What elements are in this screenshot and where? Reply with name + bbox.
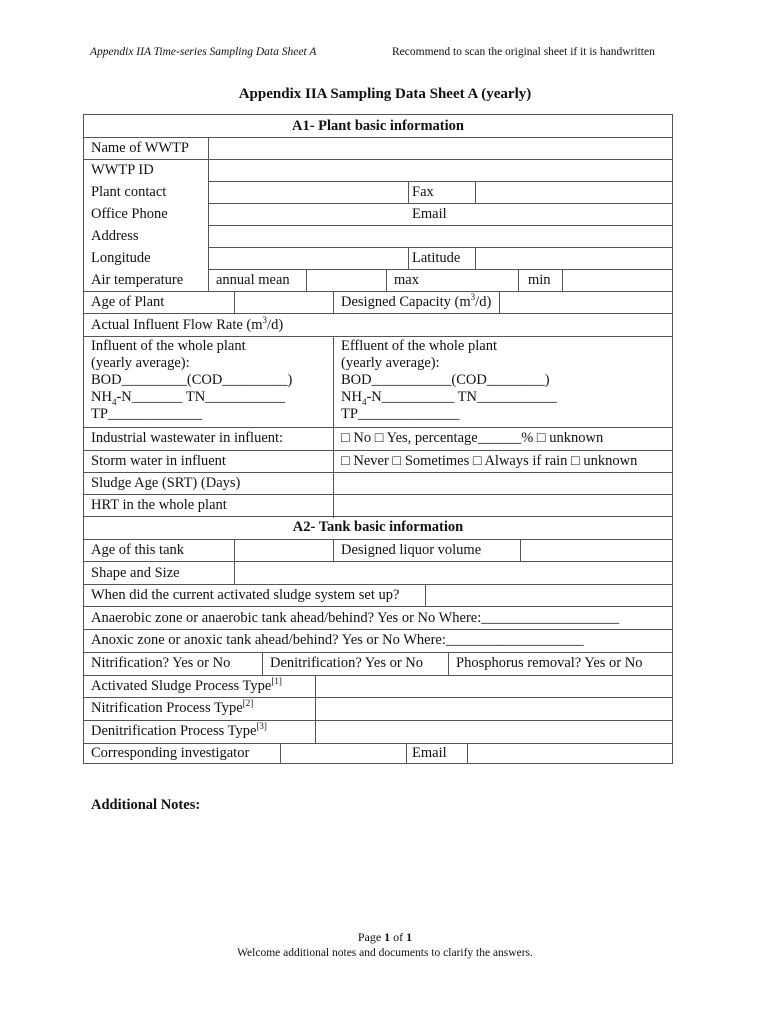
label-office-phone: Office Phone (91, 206, 168, 222)
header-left: Appendix IIA Time-series Sampling Data Sheet A (90, 46, 317, 58)
label-fax: Fax (412, 184, 434, 200)
effluent-line-3: BOD___________(COD________) (341, 372, 550, 388)
label-age-of-tank: Age of this tank (91, 542, 185, 558)
label-sludge-age: Sludge Age (SRT) (Days) (91, 475, 241, 491)
label-air-temperature: Air temperature (91, 272, 184, 288)
label-age-of-plant: Age of Plant (91, 294, 165, 310)
label-denitrification: Denitrification? Yes or No (270, 655, 424, 671)
footer-note: Welcome additional notes and documents to clarify the answers. (237, 947, 533, 959)
label-nitrification-process-type: Nitrification Process Type[2] (91, 698, 254, 716)
influent-line-1: Influent of the whole plant (91, 338, 246, 354)
label-corresponding-investigator: Corresponding investigator (91, 745, 250, 761)
label-hrt: HRT in the whole plant (91, 497, 227, 513)
section-a2-heading: A2- Tank basic information (292, 519, 464, 535)
section-a1-heading: A1- Plant basic information (292, 118, 464, 134)
label-annual-mean: annual mean (216, 272, 290, 288)
label-wwtp-id: WWTP ID (91, 162, 154, 178)
influent-line-5: TP_____________ (91, 406, 203, 422)
label-min: min (528, 272, 551, 288)
industrial-wastewater-options[interactable]: □ No □ Yes, percentage______% □ unknown (341, 430, 604, 446)
label-designed-capacity: Designed Capacity $(m^3/d)$ (341, 292, 492, 310)
label-longitude: Longitude (91, 250, 151, 266)
label-industrial-wastewater: Industrial wastewater in influent: (91, 430, 284, 446)
label-shape-and-size: Shape and Size (91, 565, 180, 581)
effluent-line-5: TP______________ (341, 406, 460, 422)
label-anoxic-zone: Anoxic zone or anoxic tank ahead/behind? Yes or No Where:___________________ (91, 632, 584, 648)
label-address: Address (91, 228, 139, 244)
influent-line-4: $NH_4-N\_\_\_\_\_\_\_$ TN___________ (91, 389, 285, 407)
label-phosphorus-removal: Phosphorus removal? Yes or No (456, 655, 643, 671)
label-anaerobic-zone: Anaerobic zone or anaerobic tank ahead/behind? Yes or No Where:___________________ (91, 610, 620, 626)
label-storm-water: Storm water in influent (91, 453, 226, 469)
effluent-line-2: (yearly average): (341, 355, 440, 371)
label-as-process-type: Activated Sludge Process Type[1] (91, 676, 282, 694)
label-denitrification-process-type: Denitrification Process Type[3] (91, 721, 267, 739)
label-actual-influent-flow: Actual Influent Flow Rate $(m^3/d)$ (91, 315, 284, 333)
influent-line-2: (yearly average): (91, 355, 190, 371)
label-investigator-email: Email (412, 745, 447, 761)
influent-line-3: BOD_________(COD_________) (91, 372, 293, 388)
label-designed-liquor-volume: Designed liquor volume (341, 542, 482, 558)
additional-notes-label: Additional Notes: (91, 797, 201, 813)
label-max: max (394, 272, 419, 288)
label-email: Email (412, 206, 447, 222)
label-plant-contact: Plant contact (91, 184, 167, 200)
label-nitrification: Nitrification? Yes or No (91, 655, 231, 671)
storm-water-options[interactable]: □ Never □ Sometimes □ Always if rain □ unknown (341, 453, 638, 469)
effluent-line-1: Effluent of the whole plant (341, 338, 497, 354)
page-number: Page 1 of 1 (357, 930, 413, 944)
effluent-line-4: $NH_4-N\_\_\_\_\_\_\_\_\_\_$ TN___________ (341, 389, 557, 407)
header-right: Recommend to scan the original sheet if it is handwritten (392, 46, 655, 58)
label-name-of-wwtp: Name of WWTP (91, 140, 189, 156)
label-current-setup: When did the current activated sludge system set up? (91, 587, 400, 603)
document-title: Appendix IIA Sampling Data Sheet A (yearly) (238, 86, 532, 102)
label-latitude: Latitude (412, 250, 461, 266)
data-sheet-table (83, 114, 673, 764)
